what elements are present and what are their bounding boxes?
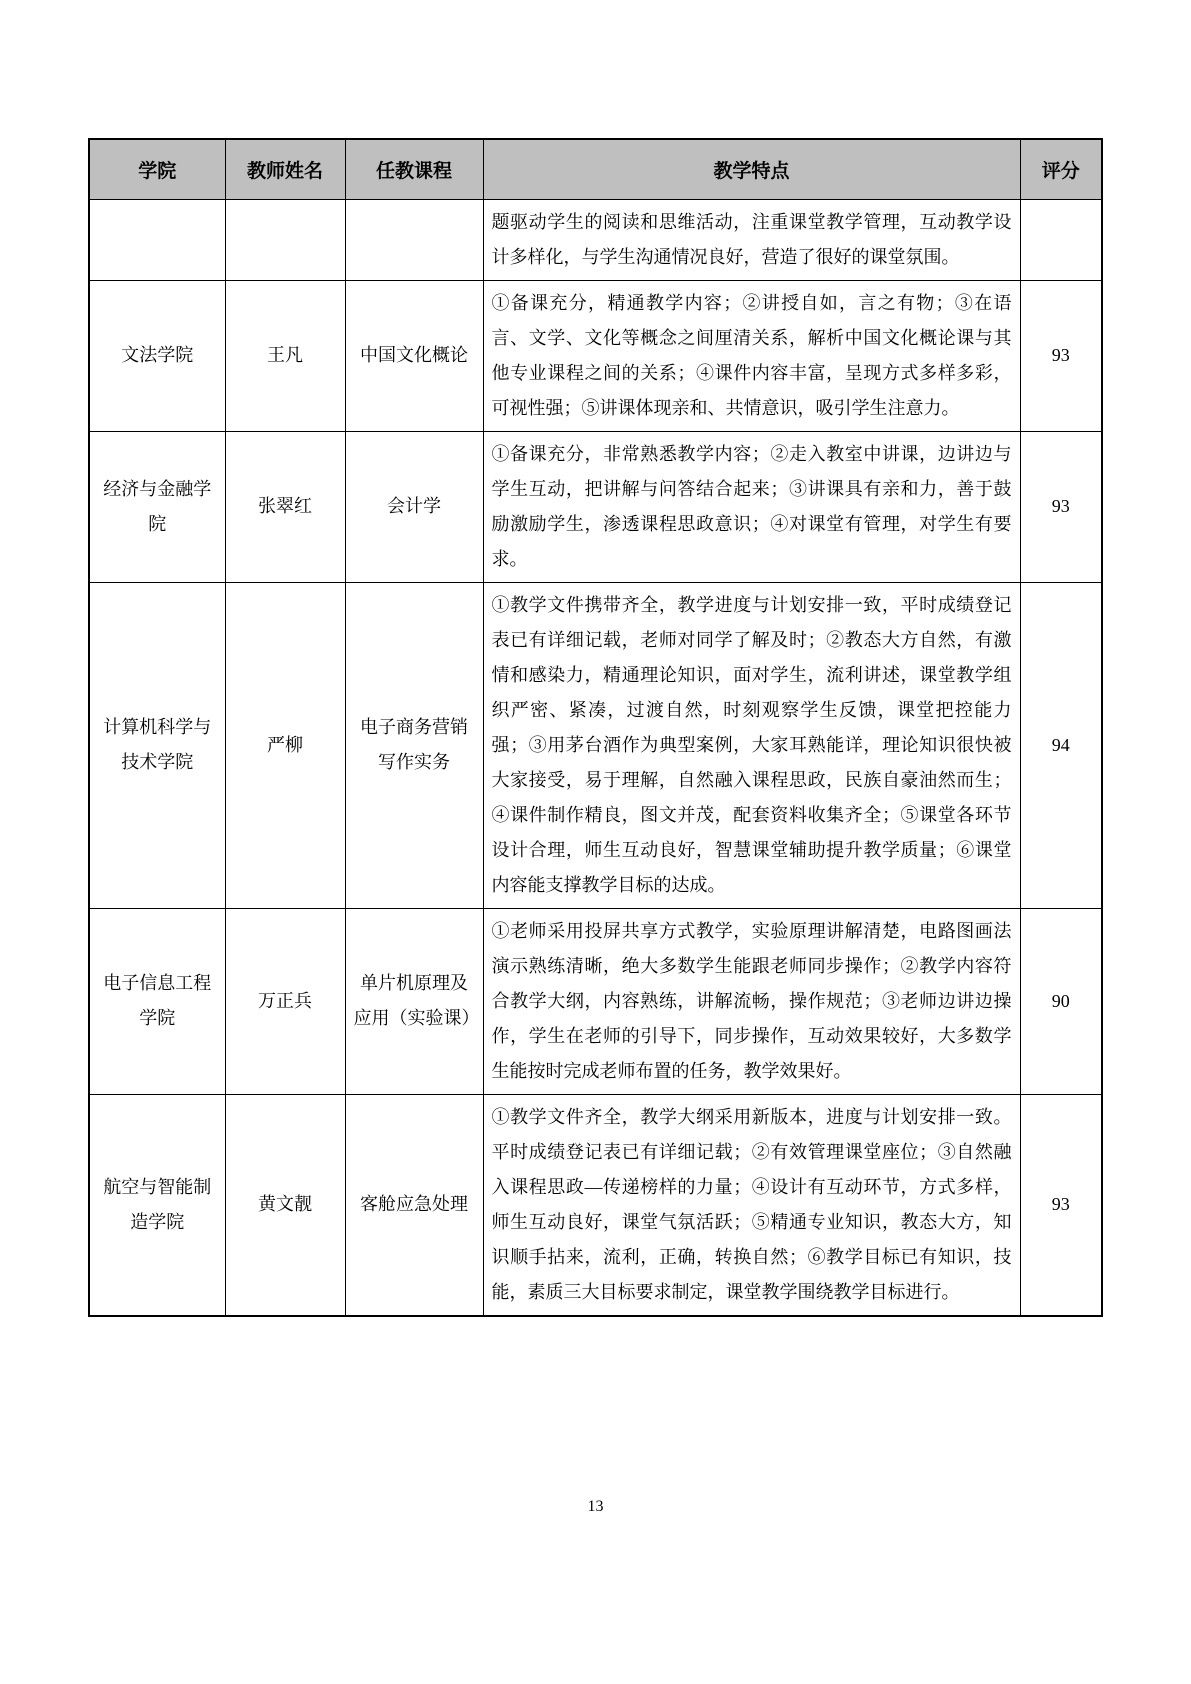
table-row [89,908,1102,1094]
cell-college: 计算机科学与技术学院 [89,582,225,908]
cell-teacher: 王凡 [225,280,345,431]
header-row [89,139,1102,199]
cell-college: 航空与智能制造学院 [89,1094,225,1316]
cell-college: 经济与金融学院 [89,431,225,582]
cell-college [89,199,225,280]
cell-features: ①教学文件齐全，教学大纲采用新版本，进度与计划安排一致。平时成绩登记表已有详细记载；②有效管理课堂座位；③自然融入课程思政—传递榜样的力量；④设计有互动环节，方式多样，师生互动良好，课堂气氛活跃；⑤精通专业知识，教态大方，知识顺手拈来，流利，正确，转换自然；⑥教学目标已有知识，技能，素质三大目标要求制定，课堂教学围绕教学目标进行。 [483,1094,1020,1316]
evaluation-table [88,138,1103,1317]
cell-teacher: 黄文靓 [225,1094,345,1316]
cell-course [345,199,483,280]
cell-course: 电子商务营销写作实务 [345,582,483,908]
cell-score: 93 [1020,280,1102,431]
cell-course: 中国文化概论 [345,280,483,431]
cell-features: 题驱动学生的阅读和思维活动，注重课堂教学管理，互动教学设计多样化，与学生沟通情况良好，营造了很好的课堂氛围。 [483,199,1020,280]
cell-features: ①备课充分，非常熟悉教学内容；②走入教室中讲课，边讲边与学生互动，把讲解与问答结合起来；③讲课具有亲和力，善于鼓励激励学生，渗透课程思政意识；④对课堂有管理，对学生有要求。 [483,431,1020,582]
table-row [89,1094,1102,1316]
column-header: 教师姓名 [225,139,345,199]
cell-score: 93 [1020,431,1102,582]
cell-score [1020,199,1102,280]
column-header: 教学特点 [483,139,1020,199]
column-header: 评分 [1020,139,1102,199]
table-row [89,582,1102,908]
cell-features: ①老师采用投屏共享方式教学，实验原理讲解清楚，电路图画法 演示熟练清晰，绝大多数学生能跟老师同步操作；②教学内容符合教学大纲，内容熟练，讲解流畅，操作规范；③老师边讲边操作，学生在老师的引导下，同步操作，互动效果较好，大多数学生能按时完成老师布置的任务，教学效果好。 [483,908,1020,1094]
cell-teacher: 张翠红 [225,431,345,582]
cell-teacher [225,199,345,280]
cell-course: 会计学 [345,431,483,582]
cell-college: 电子信息工程学院 [89,908,225,1094]
table-row [89,431,1102,582]
column-header: 任教课程 [345,139,483,199]
cell-teacher: 严柳 [225,582,345,908]
cell-course: 单片机原理及应用（实验课） [345,908,483,1094]
table-body [89,199,1102,1316]
table-row [89,199,1102,280]
table-row [89,280,1102,431]
page-number: 13 [587,1498,604,1515]
cell-score: 90 [1020,908,1102,1094]
cell-course: 客舱应急处理 [345,1094,483,1316]
column-header: 学院 [89,139,225,199]
cell-college: 文法学院 [89,280,225,431]
cell-features: ①备课充分，精通教学内容；②讲授自如，言之有物；③在语言、文学、文化等概念之间厘清关系，解析中国文化概论课与其他专业课程之间的关系；④课件内容丰富，呈现方式多样多彩，可视性强；⑤讲课体现亲和、共情意识，吸引学生注意力。 [483,280,1020,431]
cell-score: 94 [1020,582,1102,908]
cell-features: ①教学文件携带齐全，教学进度与计划安排一致，平时成绩登记表已有详细记载，老师对同学了解及时；②教态大方自然，有激情和感染力，精通理论知识，面对学生，流利讲述，课堂教学组织严密、紧凑，过渡自然，时刻观察学生反馈，课堂把控能力强；③用茅台酒作为典型案例，大家耳熟能详，理论知识很快被大家接受，易于理解，自然融入课程思政，民族自豪油然而生；④课件制作精良，图文并茂，配套资料收集齐全；⑤课堂各环节设计合理，师生互动良好，智慧课堂辅助提升教学质量；⑥课堂内容能支撑教学目标的达成。 [483,582,1020,908]
cell-teacher: 万正兵 [225,908,345,1094]
cell-score: 93 [1020,1094,1102,1316]
